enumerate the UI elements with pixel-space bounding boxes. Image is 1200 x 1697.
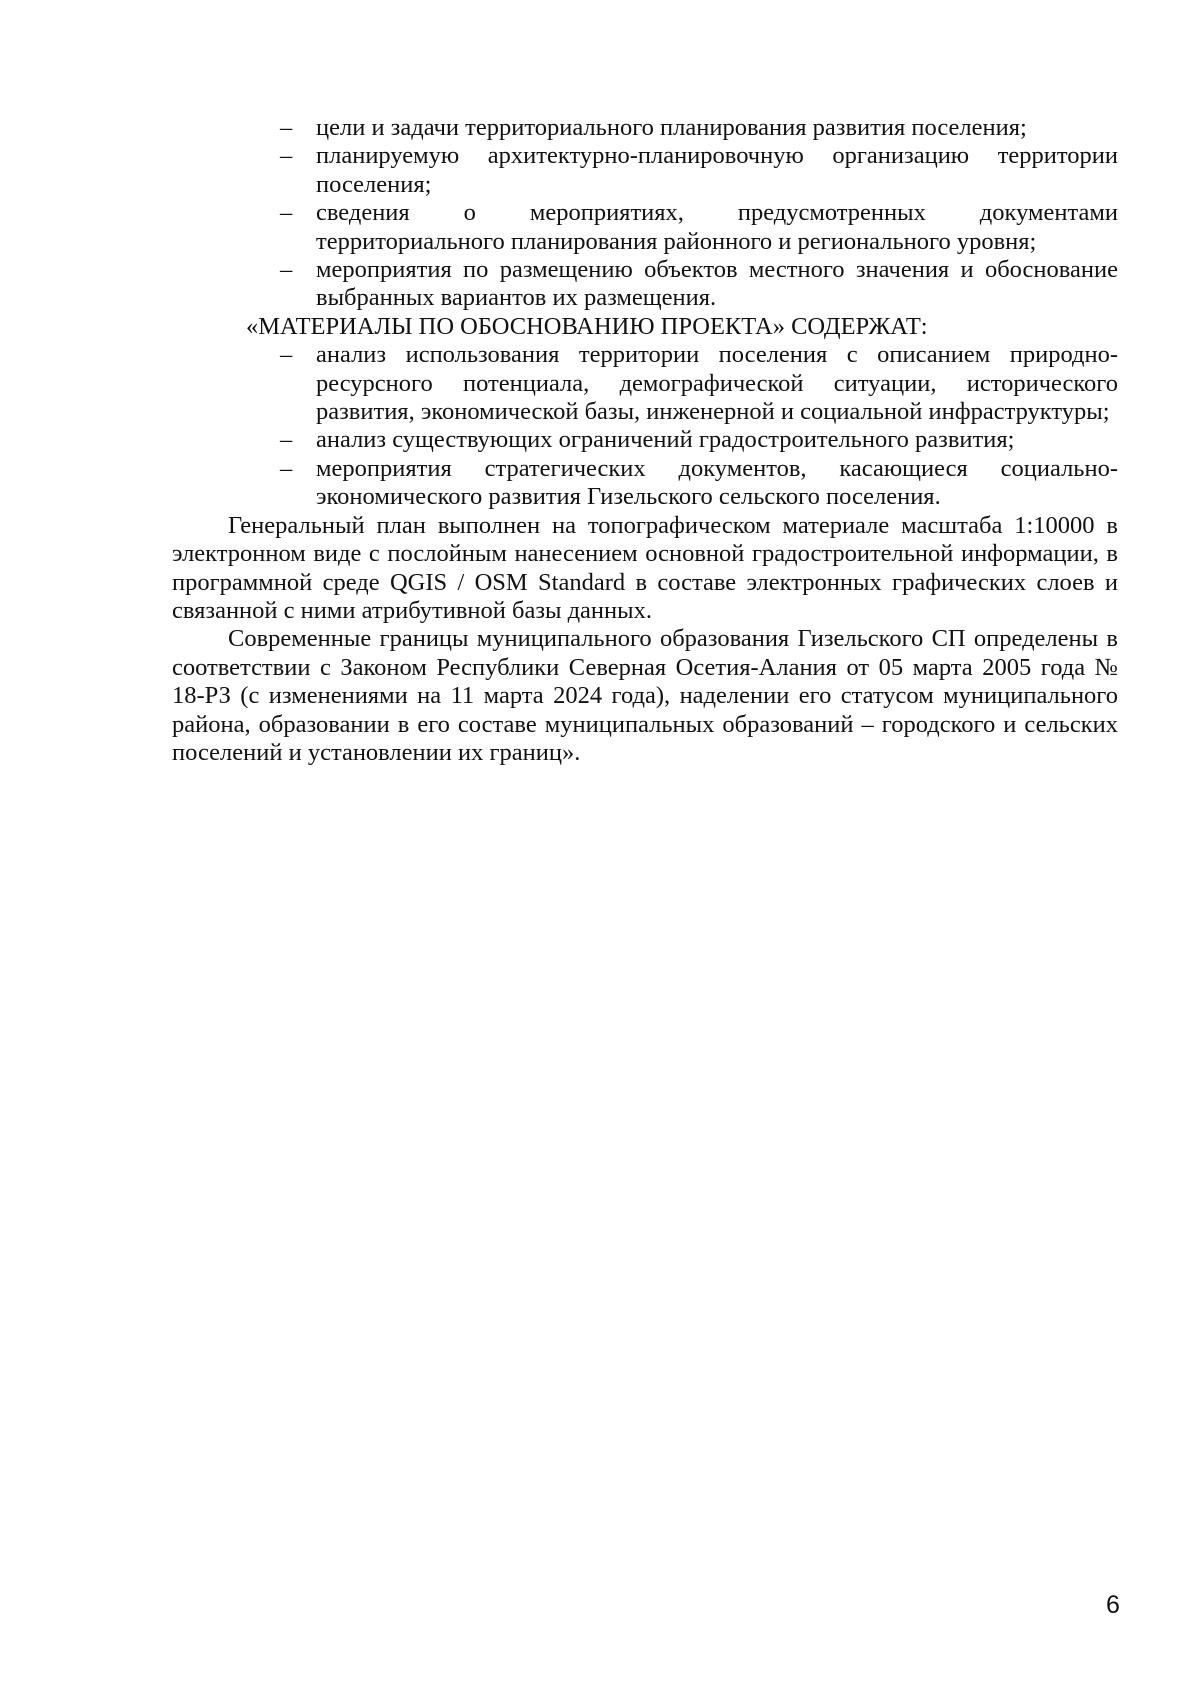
list-item	[280, 199, 1118, 256]
goals-list	[280, 114, 1118, 313]
list-item	[280, 341, 1118, 426]
list-item	[280, 142, 1118, 199]
list-item-text: мероприятия стратегических документов, касающиеся социально-экономического развития Гизельского сельского поселения.	[316, 454, 1118, 511]
paragraph-boundaries: Современные границы муниципального образования Гизельского СП определены в соответствии с Законом Республики Северная Осетия-Алания от 05 марта 2005 года № 18-РЗ (с изменениями на 11 марта 2024 года), наделении его статусом муниципального района, образовании в его составе муниципальных образований – городского и сельских поселений и установлении их границ».	[172, 625, 1118, 766]
page-number: 6	[1106, 1591, 1120, 1619]
dash-bullet: –	[280, 199, 293, 227]
dash-bullet: –	[280, 142, 293, 170]
dash-bullet: –	[280, 114, 293, 141]
list-item	[280, 114, 1118, 142]
materials-list	[280, 341, 1118, 511]
dash-bullet: –	[280, 454, 293, 482]
page-content	[172, 114, 1118, 767]
list-item-text: анализ существующих ограничений градостроительного развития;	[316, 426, 1015, 454]
dash-bullet: –	[280, 256, 293, 284]
list-item	[280, 426, 1118, 454]
list-item	[280, 256, 1118, 313]
list-item-text: планируемую архитектурно-планировочную организацию территории поселения;	[316, 142, 1118, 198]
list-item-text: цели и задачи территориального планирования развития поселения;	[316, 114, 1027, 141]
paragraph-general-plan: Генеральный план выполнен на топографическом материале масштаба 1:10000 в электронном виде с послойным нанесением основной градостроительной информации, в программной среде QGIS / OSM Standard в составе электронных графических слоев и связанной с ними атрибутивной базы данных.	[172, 511, 1118, 624]
list-item-text: мероприятия по размещению объектов местного значения и обоснование выбранных вариантов их размещения.	[316, 256, 1118, 312]
list-item-text: анализ использования территории поселения с описанием природно-ресурсного потенциала, демографической ситуации, исторического развития, экономической базы, инженерной и социальной инфраструктуры;	[316, 341, 1118, 426]
dash-bullet: –	[280, 426, 293, 454]
list-item-text: сведения о мероприятиях, предусмотренных документами территориального планирования районного и регионального уровня;	[316, 199, 1118, 255]
dash-bullet: –	[280, 341, 293, 369]
list-item	[280, 454, 1118, 512]
section-heading: «МАТЕРИАЛЫ ПО ОБОСНОВАНИЮ ПРОЕКТА» СОДЕРЖАТ:	[246, 312, 928, 340]
